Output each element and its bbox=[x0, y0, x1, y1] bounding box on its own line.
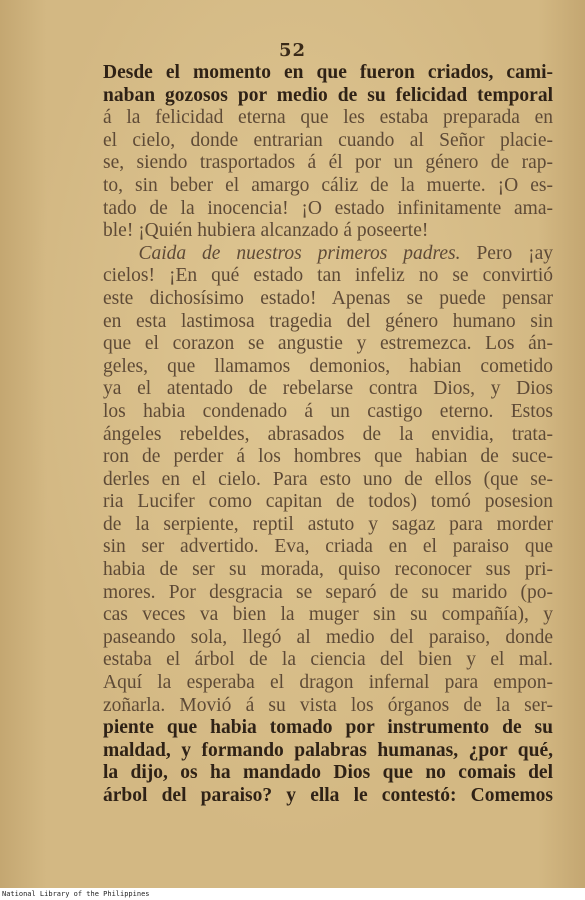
text-line: la dijo, os ha mandado Dios que no comais del bbox=[103, 762, 553, 784]
text-line: Aquí la esperaba el dragon infernal para empon- bbox=[103, 672, 553, 694]
section-first-line-rest: Pero ¡ay bbox=[476, 242, 554, 264]
text-line: ángeles rebeldes, abrasados de la envidia, trata- bbox=[103, 423, 553, 445]
text-line: tado de la inocencia! ¡O estado infinitamente ama- bbox=[103, 197, 553, 219]
text-line: se, siendo trasportados á él por un género de rap- bbox=[103, 152, 553, 174]
text-line: habia de ser su morada, quiso reconocer sus pri- bbox=[103, 559, 553, 581]
text-line: cas veces va bien la muger sin su compañía), y bbox=[103, 604, 553, 626]
text-line: ble! ¡Quién hubiera alcanzado á poseerte! bbox=[103, 220, 429, 242]
text-line: á la felicidad eterna que les estaba preparada en bbox=[103, 107, 553, 129]
text-line: este dichosísimo estado! Apenas se puede pensar bbox=[103, 287, 553, 309]
text-line: de la serpiente, reptil astuto y sagaz para morder bbox=[103, 513, 553, 535]
section-first-line bbox=[103, 243, 553, 266]
library-attribution: National Library of the Philippines bbox=[2, 890, 150, 898]
text-line: derles en el cielo. Para esto uno de ellos (que se- bbox=[103, 468, 553, 490]
text-line: maldad, y formando palabras humanas, ¿por qué, bbox=[103, 739, 553, 761]
text-line: naban gozosos por medio de su felicidad temporal bbox=[103, 84, 553, 106]
text-line: el cielo, donde entrarian cuando al Señor placie- bbox=[103, 129, 553, 151]
text-line: zoñarla. Movió á su vista los órganos de la ser- bbox=[103, 694, 553, 716]
text-line: ria Lucifer como capitan de todos) tomó posesion bbox=[103, 491, 553, 513]
section-heading: Caida de nuestros primeros padres. bbox=[138, 242, 461, 264]
text-line: cielos! ¡En qué estado tan infeliz no se convirtió bbox=[103, 265, 553, 287]
text-line: piente que habia tomado por instrumento de su bbox=[103, 717, 553, 739]
text-line: Desde el momento en que fueron criados, cami- bbox=[103, 62, 553, 83]
text-line: estaba el árbol de la ciencia del bien y el mal. bbox=[103, 649, 553, 671]
text-line: mores. Por desgracia se separó de su marido (po- bbox=[103, 581, 553, 603]
text-line: geles, que llamamos demonios, habian cometido bbox=[103, 355, 553, 377]
text-line: en esta lastimosa tragedia del género humano sin bbox=[103, 310, 553, 332]
text-line: que el corazon se angustie y estremezca. Los án- bbox=[103, 333, 553, 355]
body-text bbox=[103, 62, 553, 808]
text-line: to, sin beber el amargo cáliz de la muerte. ¡O es- bbox=[103, 174, 553, 196]
text-line: paseando sola, llegó al medio del paraiso, donde bbox=[103, 626, 553, 648]
text-line: árbol del paraiso? y ella le contestó: Comemos bbox=[103, 785, 553, 806]
text-line: sin ser advertido. Eva, criada en el paraiso que bbox=[103, 536, 553, 558]
text-line: ya el atentado de rebelarse contra Dios, y Dios bbox=[103, 378, 553, 400]
page-number: 52 bbox=[278, 40, 307, 61]
text-line: los habia condenado á un castigo eterno. Estos bbox=[103, 400, 553, 422]
text-line: ron de perder á los hombres que habian de suce- bbox=[103, 446, 553, 468]
